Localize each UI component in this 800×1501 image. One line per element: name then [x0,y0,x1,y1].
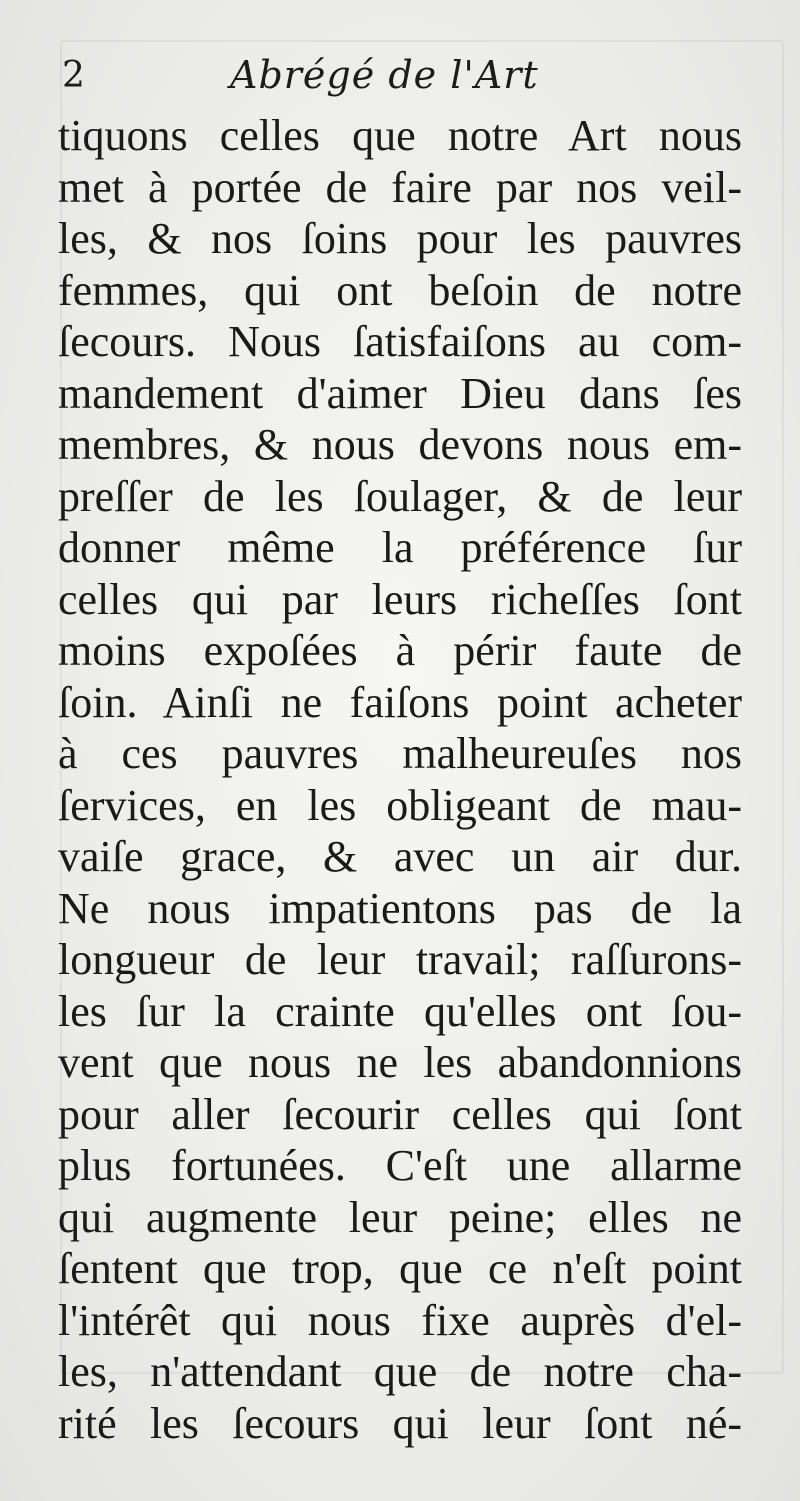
text-line: ſervices, en les obligeant de mau- [58,780,742,830]
text-line: vaiſe grace, & avec un air dur. [58,832,742,881]
text-line: membres, & nous devons nous em- [58,420,742,469]
text-line: les, & nos ſoins pour les pauvres [58,214,742,263]
text-line: les ſur la crainte qu'elles ont ſou- [58,986,742,1036]
text-line: ſentent que trop, que ce n'eſt point [58,1244,742,1293]
text-line: pour aller ſecourir celles qui ſont [58,1089,742,1139]
text-line: l'intérêt qui nous fixe auprès d'el- [58,1295,742,1345]
text-line: preſſer de les ſoulager, & de leur [58,471,742,521]
text-line: à ces pauvres malheureuſes nos [58,729,742,778]
text-line: plus fortunées. C'eſt une allarme [58,1141,742,1190]
text-line: celles qui par leurs richeſſes ſont [58,574,742,624]
running-head: Abrégé de l'Art [230,53,539,97]
text-line: mandement d'aimer Dieu dans ſes [58,368,742,418]
page-number: 2 [62,55,85,96]
text-line: qui augmente leur peine; elles ne [58,1192,742,1242]
text-line: ſecours. Nous ſatisfaiſons au com- [58,317,742,366]
text-line: donner même la préférence ſur [58,523,742,572]
text-line: moins expoſées à périr faute de [58,626,742,675]
text-line: rité les ſecours qui leur ſont né- [58,1398,742,1448]
text-line: longueur de leur travail; raſſurons- [58,935,742,984]
text-line: femmes, qui ont beſoin de notre [58,265,742,315]
body-text [58,110,742,1449]
text-line: met à portée de faire par nos veil- [58,162,742,212]
text-line: ſoin. Ainſi ne faiſons point acheter [58,677,742,727]
text-line: vent que nous ne les abandonnions [58,1038,742,1087]
text-line: Ne nous impatientons pas de la [58,883,742,933]
page-header [62,52,662,112]
text-line: tiquons celles que notre Art nous [58,111,742,160]
text-line: les, n'attendant que de notre cha- [58,1347,742,1396]
